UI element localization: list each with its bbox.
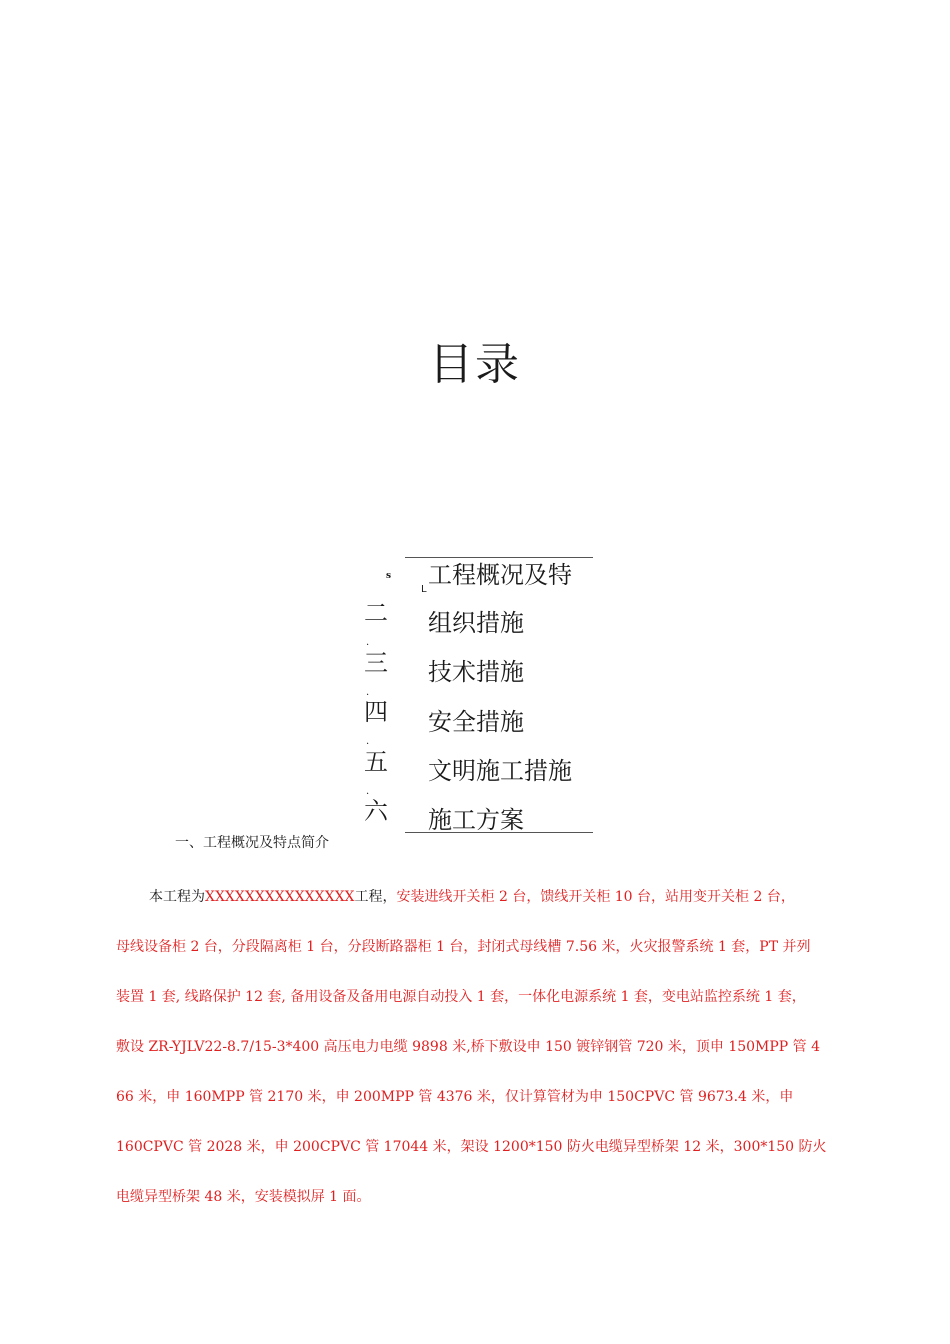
toc-item-5-num: 五 bbox=[364, 748, 388, 776]
body-line-1 bbox=[116, 872, 838, 922]
body-line-2: 母线设备柜 2 台，分段隔离柜 1 台，分段断路器柜 1 台，封闭式母线槽 7.56 米，火灾报警系统 1 套，PT 并列 bbox=[116, 939, 811, 955]
toc-item-1-title[interactable]: 工程概况及特 bbox=[428, 561, 572, 589]
toc-rule-top bbox=[405, 557, 593, 558]
toc-item-2-dot: . bbox=[366, 637, 370, 648]
toc-item-3-title[interactable]: 技术措施 bbox=[428, 658, 524, 686]
body-line-4: 敷设 ZR-YJLV22-8.7/15-3*400 高压电力电缆 9898 米,桥下敷设申 150 镀锌钢管 720 米，顶申 150MPP 管 4 bbox=[116, 1039, 821, 1055]
toc-marker-s: s bbox=[386, 571, 392, 581]
toc-item-6-title[interactable]: 施工方案 bbox=[428, 806, 524, 834]
body-line-1-text: 安装进线开关柜 2 台，馈线开关柜 10 台，站用变开关柜 2 台， bbox=[396, 889, 795, 905]
toc-item-3-dot: . bbox=[366, 687, 370, 698]
toc-item-2-num: 二 bbox=[364, 599, 388, 627]
toc-item-2-title[interactable]: 组织措施 bbox=[428, 609, 524, 637]
project-name-placeholder: XXXXXXXXXXXXXXX bbox=[205, 889, 355, 905]
toc-item-5-title[interactable]: 文明施工措施 bbox=[428, 757, 572, 785]
toc-item-6-num: 六 bbox=[364, 797, 388, 825]
toc-item-4-num: 四 bbox=[364, 698, 388, 726]
page-title: 目录 bbox=[429, 339, 521, 390]
toc-item-5-dot: . bbox=[366, 786, 370, 797]
section-heading: 一、工程概况及特点简介 bbox=[175, 835, 329, 851]
body-line-3: 装置 1 套, 线路保护 12 套, 备用设备及备用电源自动投入 1 套，一体化电源系统 1 套，变电站监控系统 1 套， bbox=[116, 989, 806, 1005]
toc-rule-bottom bbox=[405, 832, 593, 833]
toc-item-3-num: 三 bbox=[364, 649, 388, 677]
toc-item-4-title[interactable]: 安全措施 bbox=[428, 708, 524, 736]
body-line-6: 160CPVC 管 2028 米，申 200CPVC 管 17044 米，架设 1200*150 防火电缆异型桥架 12 米，300*150 防火 bbox=[116, 1139, 827, 1155]
section-body bbox=[116, 872, 838, 1222]
body-project-suffix: 工程， bbox=[354, 889, 397, 905]
toc-marker-tick: L bbox=[421, 584, 427, 595]
body-line-5: 66 米，申 160MPP 管 2170 米，申 200MPP 管 4376 米，仅计算管材为申 150CPVC 管 9673.4 米，申 bbox=[116, 1089, 794, 1105]
body-line-7: 电缆异型桥架 48 米，安装模拟屏 1 面。 bbox=[116, 1189, 371, 1205]
body-intro: 本工程为 bbox=[149, 889, 205, 905]
toc-item-4-dot: . bbox=[366, 736, 370, 747]
